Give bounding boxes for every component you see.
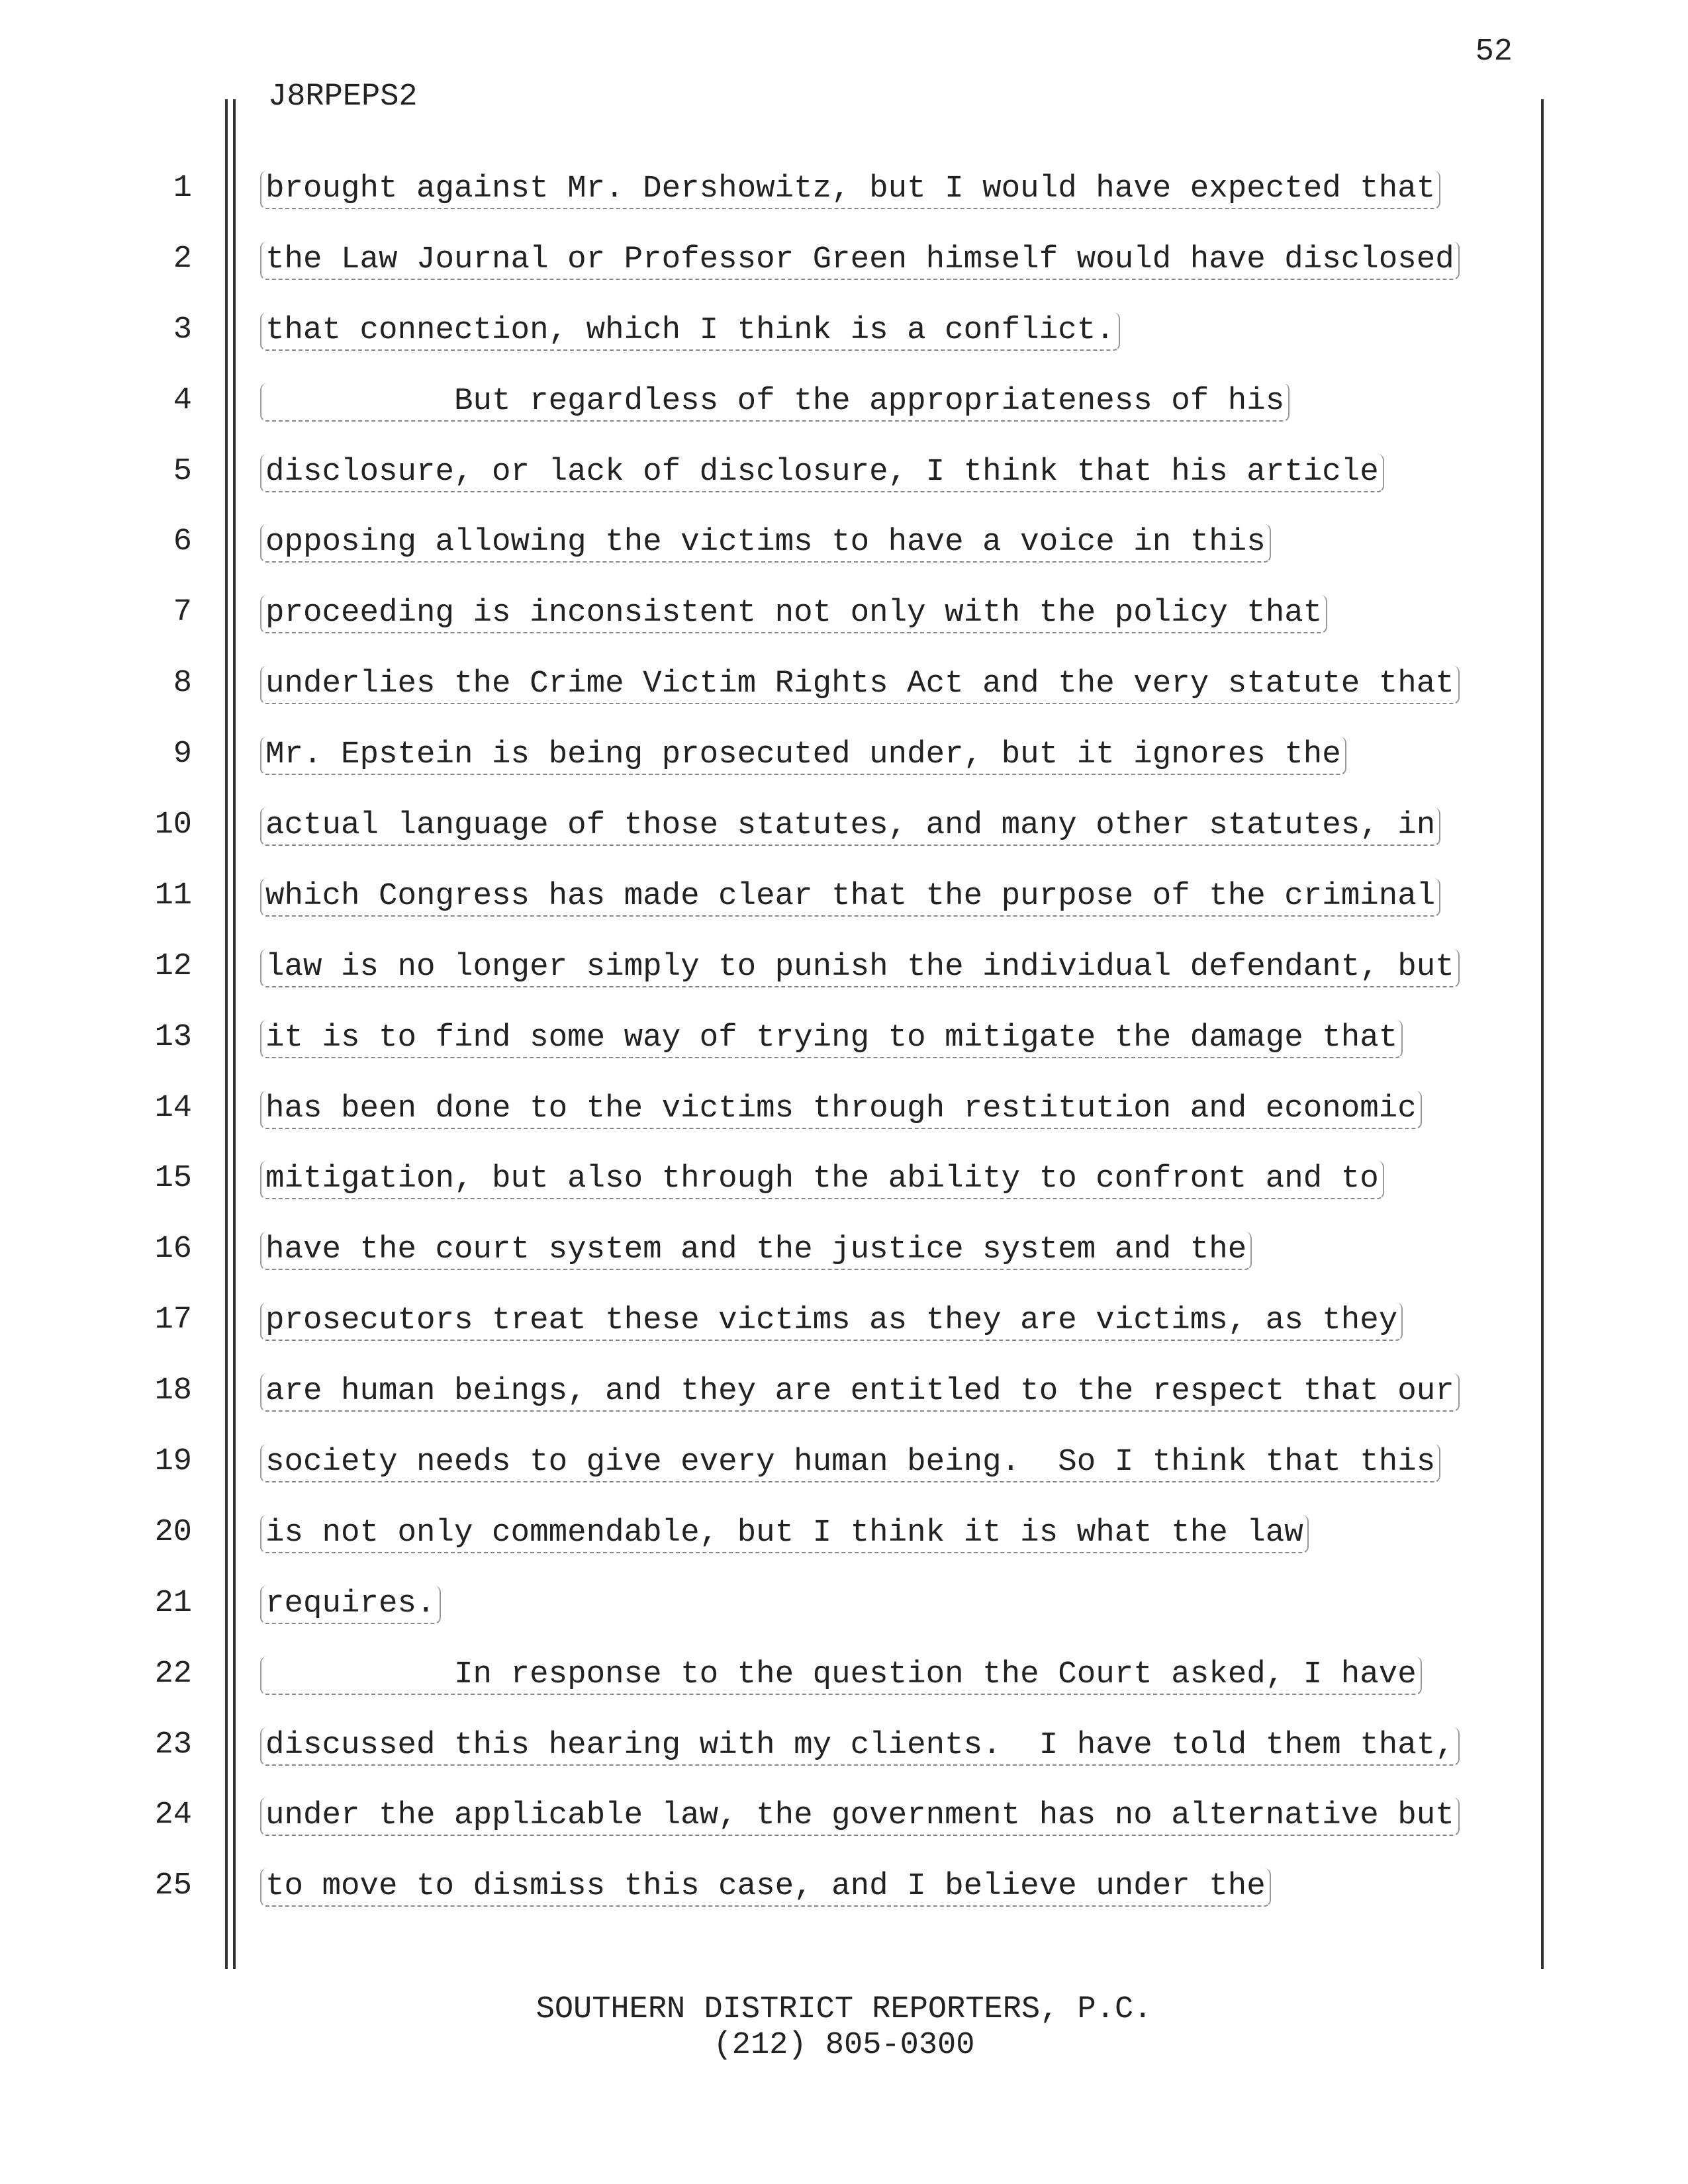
transcript-line [260,944,1538,1015]
transcript-text: which Congress has made clear that the purpose of the criminal [260,878,1440,917]
left-margin-rule [225,99,228,1969]
transcript-text: it is to find some way of trying to mitigate the damage that [260,1020,1403,1058]
transcript-line [260,1863,1538,1934]
page-number: 52 [1475,34,1513,69]
transcript-text: proceeding is inconsistent not only with the policy that [260,595,1327,633]
transcript-line [260,660,1538,731]
line-number: 14 [154,1090,192,1126]
transcript-line [260,1510,1538,1580]
transcript-text: discussed this hearing with my clients. I have told them that, [260,1727,1460,1766]
line-number: 22 [154,1656,192,1692]
reporter-name: SOUTHERN DISTRICT REPORTERS, P.C. [536,1992,1152,2027]
transcript-line [260,1297,1538,1368]
transcript-text: underlies the Crime Victim Rights Act and the very statute that [260,666,1460,704]
line-number: 5 [173,453,192,489]
transcript-line [260,1156,1538,1226]
transcript-text: requires. [260,1586,441,1624]
line-number: 7 [173,595,192,631]
line-number: 11 [154,878,192,913]
transcript-line [260,1722,1538,1793]
line-number: 3 [173,312,192,347]
transcript-line [260,449,1538,520]
transcript-text: Mr. Epstein is being prosecuted under, but it ignores the [260,737,1346,775]
transcript-text: are human beings, and they are entitled to the respect that our [260,1373,1460,1412]
transcript-line [260,307,1538,378]
transcript-line [260,378,1538,449]
line-number: 8 [173,666,192,702]
transcript-text: brought against Mr. Dershowitz, but I would have expected that [260,171,1440,209]
line-number: 23 [154,1727,192,1762]
line-number: 15 [154,1161,192,1197]
right-margin-rule [1541,99,1544,1969]
line-number: 17 [154,1302,192,1338]
transcript-line [260,873,1538,944]
transcript-text: the Law Journal or Professor Green himself would have disclosed [260,242,1460,280]
line-number: 21 [154,1585,192,1621]
transcript-line [260,1792,1538,1863]
line-number: 6 [173,524,192,560]
transcript-text: opposing allowing the victims to have a voice in this [260,524,1271,563]
line-number: 18 [154,1373,192,1409]
transcript-line [260,1580,1538,1651]
line-number: 19 [154,1444,192,1480]
transcript-line [260,1085,1538,1156]
transcript-line [260,165,1538,236]
transcript-text: society needs to give every human being. So I think that this [260,1444,1440,1482]
transcript-text: In response to the question the Court asked, I have [260,1657,1422,1695]
line-number: 1 [173,171,192,206]
transcript-text: prosecutors treat these victims as they are victims, as they [260,1302,1403,1341]
footer [0,1992,1688,2064]
transcript-line [260,1226,1538,1297]
line-numbers [113,165,192,1934]
transcript-line [260,802,1538,873]
transcript-line [260,1015,1538,1085]
transcript-line [260,1439,1538,1510]
line-number: 13 [154,1019,192,1055]
line-number: 16 [154,1232,192,1267]
line-number: 4 [173,383,192,418]
transcript-text: has been done to the victims through restitution and economic [260,1091,1422,1129]
transcript-line [260,236,1538,307]
transcript-text: have the court system and the justice system and the [260,1232,1252,1270]
transcript-text: mitigation, but also through the ability to confront and to [260,1161,1384,1199]
transcript-text: disclosure, or lack of disclosure, I think that his article [260,454,1384,492]
transcript-text: that connection, which I think is a conflict. [260,312,1120,351]
line-number: 24 [154,1797,192,1833]
case-id: J8RPEPS2 [268,79,418,114]
transcript-line [260,590,1538,660]
line-number: 25 [154,1868,192,1904]
line-number: 20 [154,1514,192,1550]
transcript-body [260,165,1538,1934]
transcript-text: to move to dismiss this case, and I believe under the [260,1868,1271,1907]
transcript-line [260,1651,1538,1722]
reporter-phone: (212) 805-0300 [713,2028,975,2063]
transcript-line [260,1368,1538,1439]
transcript-text: actual language of those statutes, and many other statutes, in [260,807,1440,846]
line-number: 9 [173,737,192,772]
transcript-text: law is no longer simply to punish the individual defendant, but [260,949,1460,987]
transcript-text: But regardless of the appropriateness of his [260,383,1289,422]
line-number: 2 [173,241,192,277]
transcript-text: under the applicable law, the government has no alternative but [260,1797,1460,1836]
transcript-line [260,731,1538,802]
transcript-text: is not only commendable, but I think it is what the law [260,1515,1309,1553]
line-number: 12 [154,948,192,984]
transcript-line [260,519,1538,590]
line-number: 10 [154,807,192,843]
left-margin-rule-inner [233,99,236,1969]
